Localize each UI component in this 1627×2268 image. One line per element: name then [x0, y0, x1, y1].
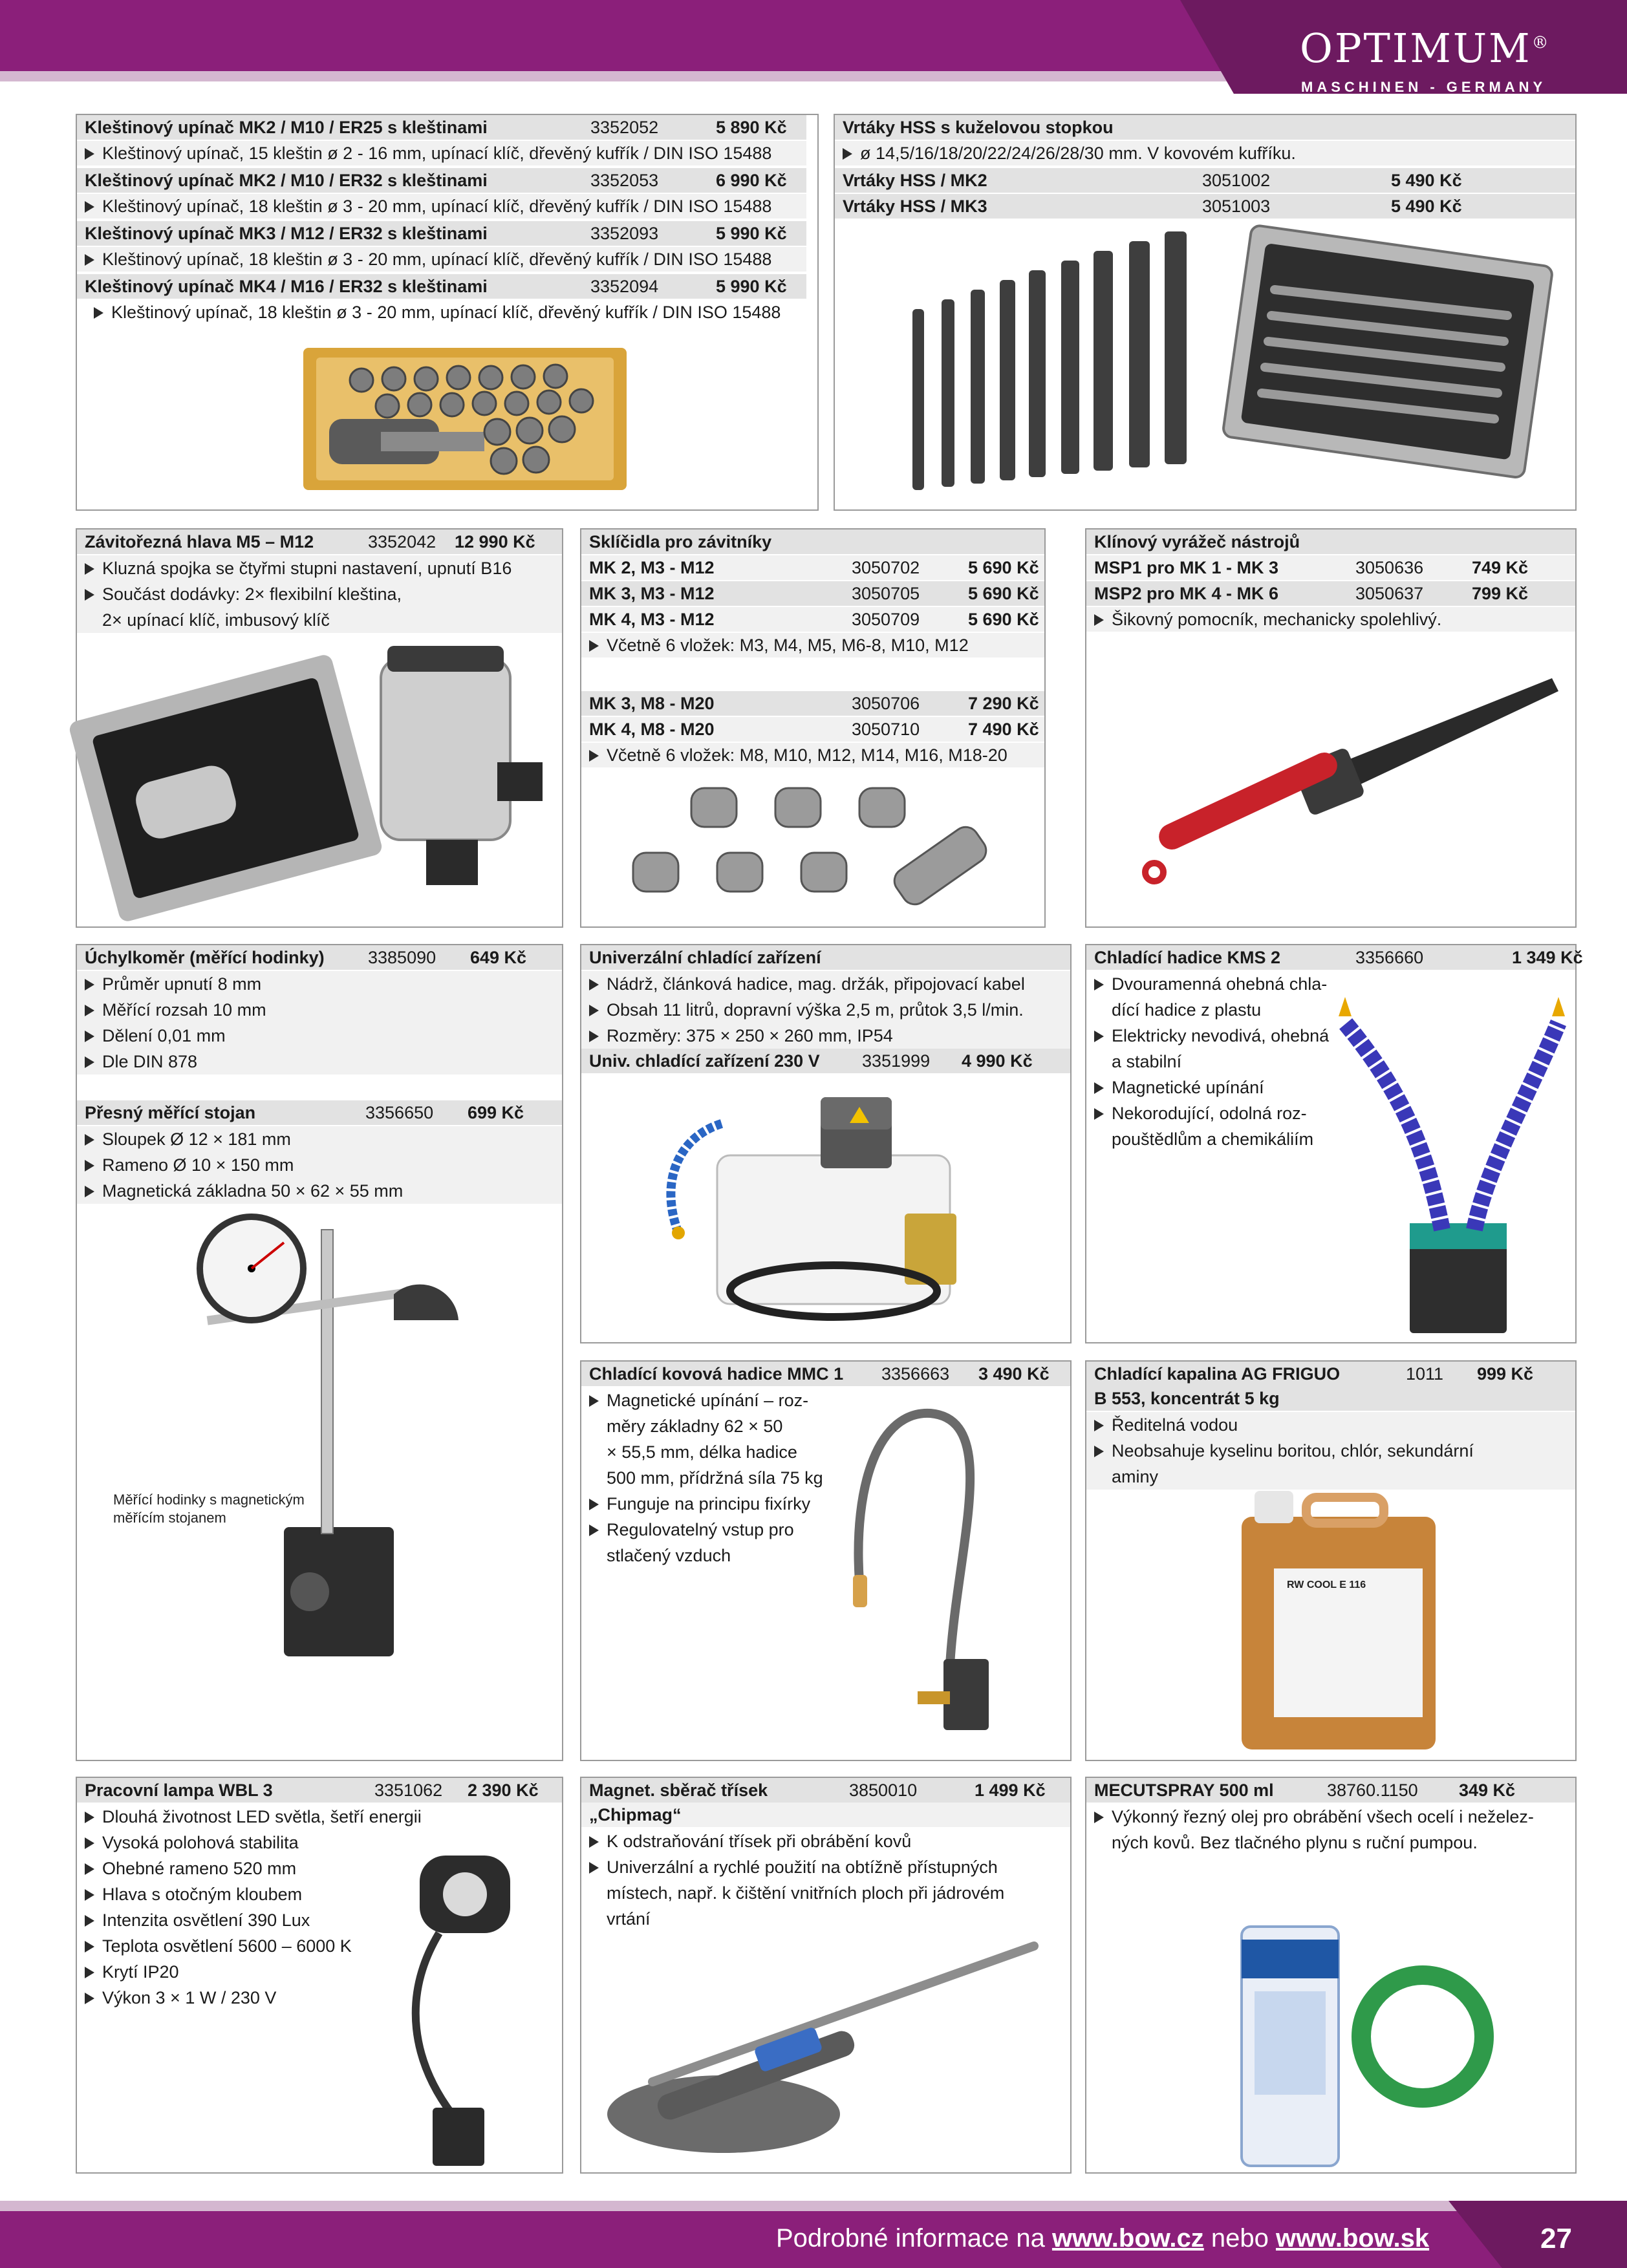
product-code: 3356663 [881, 1364, 950, 1384]
product-code: 3051003 [1202, 197, 1271, 216]
panel-cutting-spray [1085, 1777, 1577, 2174]
product-code: 3050702 [852, 558, 920, 577]
product-row [835, 168, 1575, 193]
product-code: 3385090 [368, 948, 436, 967]
product-row [77, 115, 806, 140]
product-price: 5 490 Kč [1391, 197, 1462, 216]
collet-case-image [290, 328, 640, 503]
dial-stand-image [180, 1204, 517, 1753]
panel-work-lamp [76, 1777, 563, 2174]
product-price: 5 990 Kč [716, 277, 787, 296]
product-price: 6 990 Kč [716, 171, 787, 190]
product-price: 5 690 Kč [968, 584, 1039, 603]
product-code: 3352094 [590, 277, 659, 296]
can-label: RW COOL E 116 [1287, 1579, 1366, 1590]
product-price: 3 490 Kč [978, 1364, 1050, 1384]
drills-image [874, 231, 1559, 503]
product-row [77, 274, 806, 299]
product-price: 7 490 Kč [968, 720, 1039, 739]
product-row [581, 1049, 1070, 1073]
product-row [1086, 945, 1583, 970]
footer-info: Podrobné informace na www.bow.cz nebo www.bow.sk [776, 2224, 1430, 2252]
product-code: 1011 [1406, 1364, 1444, 1384]
product-row [77, 1778, 562, 1803]
product-name: MK 3, M8 - M20 [589, 694, 715, 713]
product-code: 3352052 [590, 118, 659, 137]
product-price: 12 990 Kč [455, 532, 535, 551]
product-price: 5 890 Kč [716, 118, 787, 137]
product-row [77, 945, 562, 970]
product-code: 3356660 [1355, 948, 1424, 967]
bullet-list: Výkonný řezný olej pro obrábění všech ocelí i neželez- ných kovů. Bez tlačného plynu s ruční pumpou. [1086, 1804, 1575, 1856]
product-row [581, 581, 1044, 606]
bullet-list: Průměr upnutí 8 mm Měřící rozsah 10 mm Dělení 0,01 mm Dle DIN 878 [77, 971, 562, 1075]
coolant-unit-image [620, 1084, 1034, 1340]
bullet-list: Kluzná spojka se čtyřmi stupni nastavení, upnutí B16 Součást dodávky: 2× flexibilní kleština, 2× upínací klíč, imbusový klíč [77, 555, 562, 633]
product-code: 3051002 [1202, 171, 1271, 190]
product-code: 3352093 [590, 224, 659, 243]
product-name: Chladící kapalina AG FRIGUO [1094, 1364, 1341, 1384]
panel-tap-chucks [580, 528, 1046, 928]
product-name-cont: „Chipmag“ [589, 1805, 682, 1824]
product-price: 699 Kč [468, 1103, 524, 1122]
product-name: Magnet. sběrač třísek [589, 1781, 768, 1800]
bullet-list: Magnetické upínání – roz- měry základny 62 × 50 × 55,5 mm, délka hadice 500 mm, přídržná síla 75 kg Funguje na principu fixírky Regulovatelný vstup pro stlačený vzduch [581, 1387, 853, 1568]
product-price: 799 Kč [1472, 584, 1529, 603]
product-code: 3356650 [365, 1103, 434, 1122]
product-name-cont: B 553, koncentrát 5 kg [1094, 1389, 1280, 1408]
panel-kms2-hose [1085, 944, 1583, 1343]
panel-coolant-unit [580, 944, 1072, 1343]
link-bow-cz[interactable]: www.bow.cz [1051, 2224, 1204, 2252]
product-name: Univ. chladící zařízení 230 V [589, 1051, 820, 1071]
product-row [581, 1362, 1070, 1386]
spray-bottle-image [1229, 1927, 1513, 2172]
product-row [77, 1100, 562, 1125]
product-name: MSP2 pro MK 4 - MK 6 [1094, 584, 1279, 603]
work-lamp-image [387, 1830, 555, 2172]
product-name: Kleštinový upínač MK3 / M12 / ER32 s kleštinami [85, 224, 488, 243]
product-name: MK 2, M3 - M12 [589, 558, 715, 577]
product-name: Kleštinový upínač MK2 / M10 / ER32 s kleštinami [85, 171, 488, 190]
product-row [581, 1778, 1070, 1803]
image-caption: Měřící hodinky s magnetickým měřícím stojanem [113, 1492, 305, 1526]
product-price: 1 499 Kč [975, 1781, 1046, 1800]
panel-coolant-fluid [1085, 1360, 1577, 1761]
product-desc: Kleštinový upínač, 15 kleštin ø 2 - 16 mm, upínací klíč, dřevěný kufřík / DIN ISO 15488 [77, 141, 806, 166]
chipmag-image [594, 1933, 1060, 2166]
product-desc: Včetně 6 vložek: M3, M4, M5, M6-8, M10, M12 [581, 633, 1044, 658]
bullet-list: Ředitelná vodou Neobsahuje kyselinu boritou, chlór, sekundární aminy [1086, 1412, 1575, 1490]
product-desc: Kleštinový upínač, 18 kleštin ø 3 - 20 mm, upínací klíč, dřevěný kufřík / DIN ISO 15488 [77, 300, 806, 325]
panel-collet-chuck [76, 114, 819, 511]
product-row [835, 194, 1575, 219]
product-name: Vrtáky HSS / MK3 [843, 197, 987, 216]
product-price: 349 Kč [1459, 1781, 1516, 1800]
product-code: 3352053 [590, 171, 659, 190]
product-row [77, 168, 806, 193]
product-name: Kleštinový upínač MK2 / M10 / ER25 s kleštinami [85, 118, 488, 137]
product-price: 4 990 Kč [962, 1051, 1033, 1071]
panel-dial-gauge [76, 944, 563, 1761]
product-name: Úchylkoměr (měřící hodinky) [85, 948, 325, 967]
product-name: Vrtáky HSS / MK2 [843, 171, 987, 190]
product-price: 7 290 Kč [968, 694, 1039, 713]
product-row [1086, 581, 1575, 606]
panel-mmc1-hose [580, 1360, 1072, 1761]
product-row [77, 530, 562, 554]
product-name: Závitořezná hlava M5 – M12 [85, 532, 314, 551]
product-price: 749 Kč [1472, 558, 1529, 577]
product-name: MK 4, M3 - M12 [589, 610, 715, 629]
product-code: 3050706 [852, 694, 920, 713]
bullet-list: Nádrž, článková hadice, mag. držák, připojovací kabel Obsah 11 litrů, dopravní výška 2,5 m, průtok 3,5 l/min. Rozměry: 375 × 250 × 260 mm, IP54 [581, 971, 1070, 1049]
product-title: Klínový vyrážeč nástrojů [1086, 530, 1575, 554]
link-bow-sk[interactable]: www.bow.sk [1275, 2224, 1430, 2252]
brand-logo: OPTIMUM® [1300, 25, 1551, 72]
product-code: 38760.1150 [1327, 1781, 1418, 1800]
kms2-hose-image [1332, 971, 1571, 1340]
product-name: MK 3, M3 - M12 [589, 584, 715, 603]
product-code: 3050637 [1355, 584, 1424, 603]
bullet-list: Sloupek Ø 12 × 181 mm Rameno Ø 10 × 150 mm Magnetická základna 50 × 62 × 55 mm [77, 1126, 562, 1204]
product-price: 1 349 Kč [1512, 948, 1583, 967]
product-name: MK 4, M8 - M20 [589, 720, 715, 739]
product-price: 999 Kč [1477, 1364, 1534, 1384]
product-title: Vrtáky HSS s kuželovou stopkou [835, 115, 1575, 140]
product-row [1086, 555, 1575, 580]
product-name: Chladící kovová hadice MMC 1 [589, 1364, 844, 1384]
product-code: 3050636 [1355, 558, 1424, 577]
product-code: 3850010 [849, 1781, 918, 1800]
tap-chucks-image [620, 775, 1008, 917]
product-desc: Kleštinový upínač, 18 kleštin ø 3 - 20 mm, upínací klíč, dřevěný kufřík / DIN ISO 15488 [77, 247, 806, 272]
panel-drift-key [1085, 528, 1577, 928]
product-name: MSP1 pro MK 1 - MK 3 [1094, 558, 1279, 577]
brand-tagline: MASCHINEN - GERMANY [1301, 79, 1547, 95]
product-desc: Šikovný pomocník, mechanicky spolehlivý. [1086, 607, 1575, 632]
product-name: MECUTSPRAY 500 ml [1094, 1781, 1274, 1800]
drift-key-image [1112, 659, 1565, 917]
product-row [1086, 1386, 1575, 1411]
product-row [581, 607, 1044, 632]
product-row [581, 1803, 1070, 1827]
coolant-canister-image [1235, 1491, 1442, 1756]
panel-chip-collector [580, 1777, 1072, 2174]
product-code: 3351999 [862, 1051, 931, 1071]
product-code: 3050705 [852, 584, 920, 603]
panel-hss-drills [834, 114, 1577, 511]
product-row [581, 691, 1044, 716]
product-name: Chladící hadice KMS 2 [1094, 948, 1281, 967]
product-desc: Kleštinový upínač, 18 kleštin ø 3 - 20 mm, upínací klíč, dřevěný kufřík / DIN ISO 15488 [77, 194, 806, 219]
product-row [581, 555, 1044, 580]
product-name: Pracovní lampa WBL 3 [85, 1781, 273, 1800]
tapping-head-image [77, 633, 562, 924]
product-code: 3351062 [374, 1781, 443, 1800]
page-number: 27 [1540, 2223, 1572, 2254]
panel-tapping-head [76, 528, 563, 928]
product-price: 649 Kč [470, 948, 527, 967]
product-code: 3352042 [368, 532, 436, 551]
footer-stripe [0, 2201, 1627, 2211]
product-name: Přesný měřící stojan [85, 1103, 256, 1122]
product-price: 5 690 Kč [968, 558, 1039, 577]
mmc1-hose-image [840, 1387, 1066, 1756]
product-name: Kleštinový upínač MK4 / M16 / ER32 s kleštinami [85, 277, 488, 296]
product-code: 3050709 [852, 610, 920, 629]
product-price: 2 390 Kč [468, 1781, 539, 1800]
product-row [77, 221, 806, 246]
product-row [581, 717, 1044, 742]
product-desc: Včetně 6 vložek: M8, M10, M12, M14, M16, M18-20 [581, 743, 1044, 767]
product-price: 5 490 Kč [1391, 171, 1462, 190]
product-title: Univerzální chladící zařízení [581, 945, 1070, 970]
product-row [1086, 1362, 1575, 1386]
product-desc: ø 14,5/16/18/20/22/24/26/28/30 mm. V kovovém kufříku. [835, 141, 1575, 166]
bullet-list: K odstraňování třísek při obrábění kovů Univerzální a rychlé použití na obtížně přístupných místech, např. k čištění vnitřních ploch při jádrovém vrtání [581, 1828, 1070, 1932]
bullet-list: Dvouramenná ohebná chla- dící hadice z plastu Elektricky nevodivá, ohebná a stabilní Magnetické upínání Nekorodující, odolná roz- pouštědlům a chemikáliím [1086, 971, 1358, 1152]
bullet-list: Dlouhá životnost LED světla, šetří energii Vysoká polohová stabilita Ohebné rameno 520 mm Hlava s otočným kloubem Intenzita osvětlení 390 Lux Teplota osvětlení 5600 – 6000 K Krytí IP20 Výkon 3 × 1 W / 230 V [77, 1804, 465, 2011]
product-code: 3050710 [852, 720, 920, 739]
product-price: 5 990 Kč [716, 224, 787, 243]
product-row [1086, 1778, 1575, 1803]
product-price: 5 690 Kč [968, 610, 1039, 629]
product-title: Sklíčidla pro závitníky [581, 530, 1044, 554]
